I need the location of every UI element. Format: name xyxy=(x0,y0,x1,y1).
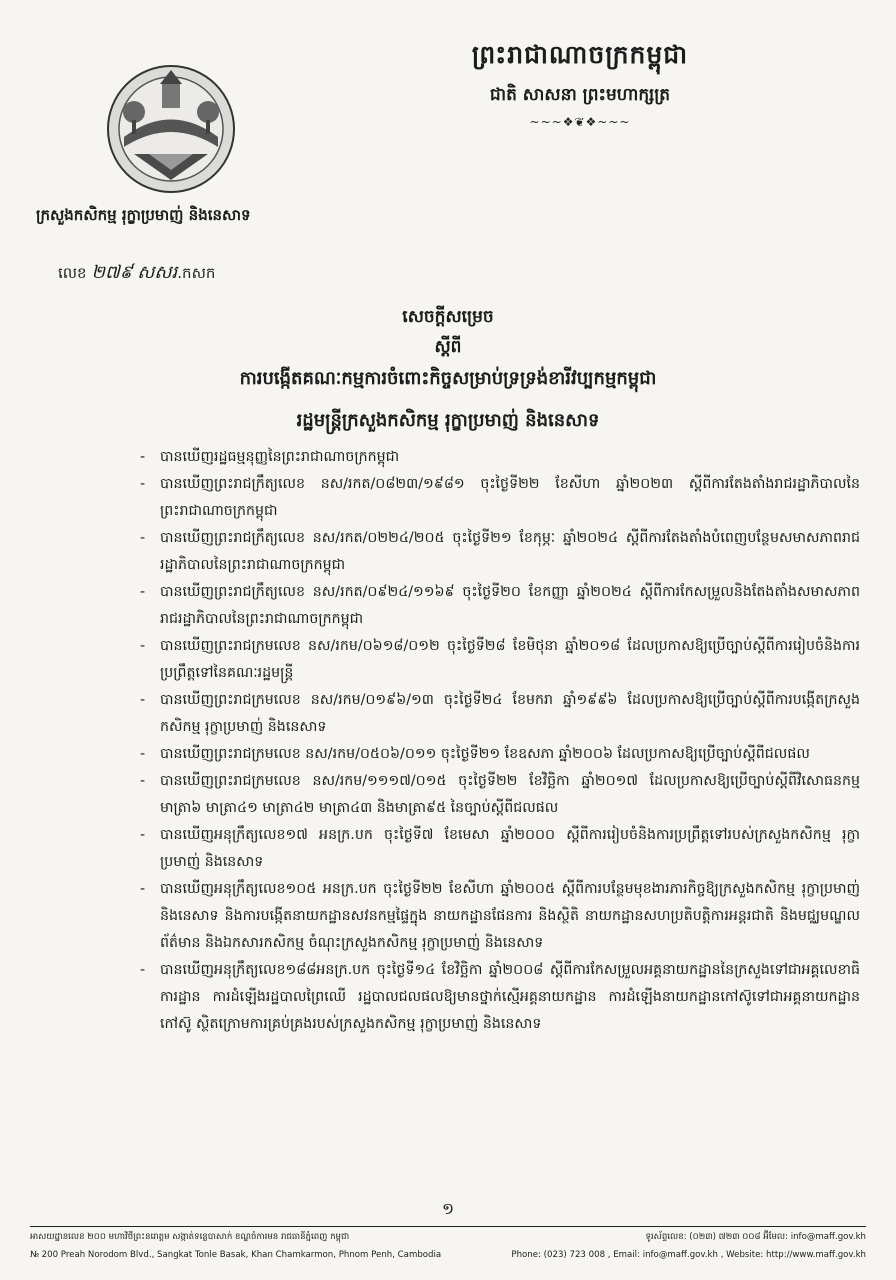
kingdom-header xyxy=(300,40,860,129)
ministry-emblem-icon xyxy=(104,62,238,196)
list-item: - បានឃើញព្រះរាជក្រមលេខ នស/រកម/០១៩៦/១៣ ចុះថ្ងៃទី២៤ ខែមករា ឆ្នាំ១៩៩៦ ដែលប្រកាសឱ្យប្រើច្បាប់ស្ដីពីការបង្កើតក្រសួងកសិកម្ម រុក្ខាប្រមាញ់ និងនេសាទ xyxy=(140,687,860,741)
legal-basis-list xyxy=(140,444,860,1038)
footer-address-en: № 200 Preah Norodom Blvd., Sangkat Tonle Basak, Khan Chamkarmon, Phnom Penh, Cambodia xyxy=(30,1250,442,1260)
footer-divider xyxy=(30,1226,866,1227)
reference-prefix: លេខ xyxy=(58,264,87,282)
document-subject: ការបង្កើតគណៈកម្មការចំពោះកិច្ចសម្រាប់ទ្រទ្រង់ខារីវប្បកម្មកម្ពុជា xyxy=(239,368,657,389)
list-item: - បានឃើញព្រះរាជក្រមលេខ នស/រកម/០៦១៨/០១២ ចុះថ្ងៃទី២៨ ខែមិថុនា ឆ្នាំ២០១៨ ដែលប្រកាសឱ្យប្រើច្បាប់ស្ដីពីការរៀបចំនិងការប្រព្រឹត្តទៅនៃគណៈរដ្ឋមន្ត្រី xyxy=(140,633,860,687)
kingdom-title: ព្រះរាជាណាចក្រកម្ពុជា xyxy=(471,40,689,69)
list-item: - បានឃើញអនុក្រឹត្យលេខ១០៥ អនក្រ.បក ចុះថ្ងៃទី២២ ខែសីហា ឆ្នាំ២០០៥ ស្ដីពីការបន្ថែមមុខងារភារកិច្ចឱ្យក្រសួងកសិកម្ម រុក្ខាប្រមាញ់ និងនេសាទ និងការបង្កើតនាយកដ្ឋានសវនកម្មផ្ទៃក្នុង នាយកដ្ឋានផែនការ និងស្ថិតិ នាយកដ្ឋានសហប្រតិបត្តិការអន្តរជាតិ និងមជ្ឈមណ្ឌលព័ត៌មាន និងឯកសារកសិកម្ម ចំណុះក្រសួងកសិកម្ម រុក្ខាប្រមាញ់ និងនេសាទ xyxy=(140,876,860,957)
footer-contact-km: ទូរស័ព្ទលេខ: (០២៣) ៧២៣ ០០៨ អ៊ីមែល: info@maff.gov.kh xyxy=(645,1232,866,1242)
reference-number xyxy=(58,260,215,287)
reference-suffix: .កសក xyxy=(177,264,216,282)
document-about: ស្ដីពី xyxy=(434,337,462,357)
list-item: - បានឃើញព្រះរាជក្រឹត្យលេខ នស/រកត/០២២៤/២០៥ ចុះថ្ងៃទី២១ ខែកុម្ភៈ ឆ្នាំ២០២៤ ស្ដីពីការតែងតាំងបំពេញបន្ថែមសមាសភាពរាជរដ្ឋាភិបាលនៃព្រះរាជាណាចក្រកម្ពុជា xyxy=(140,525,860,579)
list-item: - បានឃើញរដ្ឋធម្មនុញ្ញនៃព្រះរាជាណាចក្រកម្ពុជា xyxy=(140,444,860,471)
ministry-name: ក្រសួងកសិកម្ម រុក្ខាប្រមាញ់ និងនេសាទ xyxy=(36,206,251,224)
reference-handwritten-number: ២៧៩ xyxy=(91,262,133,283)
page-number: ១ xyxy=(441,1199,455,1218)
footer-contact-en: Phone: (023) 723 008 , Email: info@maff.gov.kh , Website: http://www.maff.gov.kh xyxy=(511,1250,866,1260)
ornament-divider: ~~~❖❦❖~~~ xyxy=(529,115,631,129)
list-item: - បានឃើញព្រះរាជក្រឹត្យលេខ នស/រកត/០៨២៣/១៩៨១ ចុះថ្ងៃទី២២ ខែសីហា ឆ្នាំ២០២៣ ស្ដីពីការតែងតាំងរាជរដ្ឋាភិបាលនៃព្រះរាជាណាចក្រកម្ពុជា xyxy=(140,471,860,525)
reference-handwritten-code: សសរ xyxy=(137,262,178,283)
list-item: - បានឃើញអនុក្រឹត្យលេខ១៧ អនក្រ.បក ចុះថ្ងៃទី៧ ខែមេសា ឆ្នាំ២០០០ ស្ដីពីការរៀបចំនិងការប្រព្រឹត្តទៅរបស់ក្រសួងកសិកម្ម រុក្ខាប្រមាញ់ និងនេសាទ xyxy=(140,822,860,876)
list-item: - បានឃើញព្រះរាជក្រមលេខ នស/រកម/១១១៧/០១៥ ចុះថ្ងៃទី២២ ខែវិច្ឆិកា ឆ្នាំ២០១៧ ដែលប្រកាសឱ្យប្រើច្បាប់ស្ដីពីវិសោធនកម្មមាត្រា៦ មាត្រា៤១ មាត្រា៤២ មាត្រា៤៣ និងមាត្រា៩៥ នៃច្បាប់ស្ដីពីជលផល xyxy=(140,768,860,822)
footer-address-km: អាសយដ្ឋានលេខ ២០០ មហាវិថីព្រះនរោត្តម សង្កាត់ទន្លេបាសាក់ ខណ្ឌចំការមន រាជធានីភ្នំពេញ កម្ពុជា xyxy=(30,1232,350,1242)
list-item: - បានឃើញអនុក្រឹត្យលេខ១៨៨អនក្រ.បក ចុះថ្ងៃទី១៤ ខែវិច្ឆិកា ឆ្នាំ២០០៨ ស្ដីពីការកែសម្រួលអគ្គនាយកដ្ឋាននៃក្រសួងទៅជាអគ្គលេខាធិការដ្ឋាន ការដំឡើងរដ្ឋបាលព្រៃឈើ រដ្ឋបាលជលផលឱ្យមានថ្នាក់ស្មើអគ្គនាយកដ្ឋាន ការដំឡើងនាយកដ្ឋានកៅស៊ូទៅជាអគ្គនាយកដ្ឋានកៅស៊ូ ស្ថិតក្រោមការគ្រប់គ្រងរបស់ក្រសួងកសិកម្ម រុក្ខាប្រមាញ់ និងនេសាទ xyxy=(140,957,860,1038)
document-type: សេចក្ដីសម្រេច xyxy=(402,307,494,327)
national-motto: ជាតិ សាសនា ព្រះមហាក្សត្រ xyxy=(489,85,671,105)
footer-khmer xyxy=(30,1232,866,1244)
list-item: - បានឃើញព្រះរាជក្រមលេខ នស/រកម/០៥០៦/០១១ ចុះថ្ងៃទី២១ ខែឧសភា ឆ្នាំ២០០៦ ដែលប្រកាសឱ្យប្រើច្បាប់ស្ដីពីជលផល xyxy=(140,741,860,768)
list-item: - បានឃើញព្រះរាជក្រឹត្យលេខ នស/រកត/០៩២៤/១១៦៩ ចុះថ្ងៃទី២០ ខែកញ្ញា ឆ្នាំ២០២៤ ស្ដីពីការកែសម្រួលនិងតែងតាំងសមាសភាពរាជរដ្ឋាភិបាលនៃព្រះរាជាណាចក្រកម្ពុជា xyxy=(140,579,860,633)
issuing-authority: រដ្ឋមន្ត្រីក្រសួងកសិកម្ម រុក្ខាប្រមាញ់ និងនេសាទ xyxy=(296,410,600,431)
footer-english xyxy=(30,1250,866,1260)
